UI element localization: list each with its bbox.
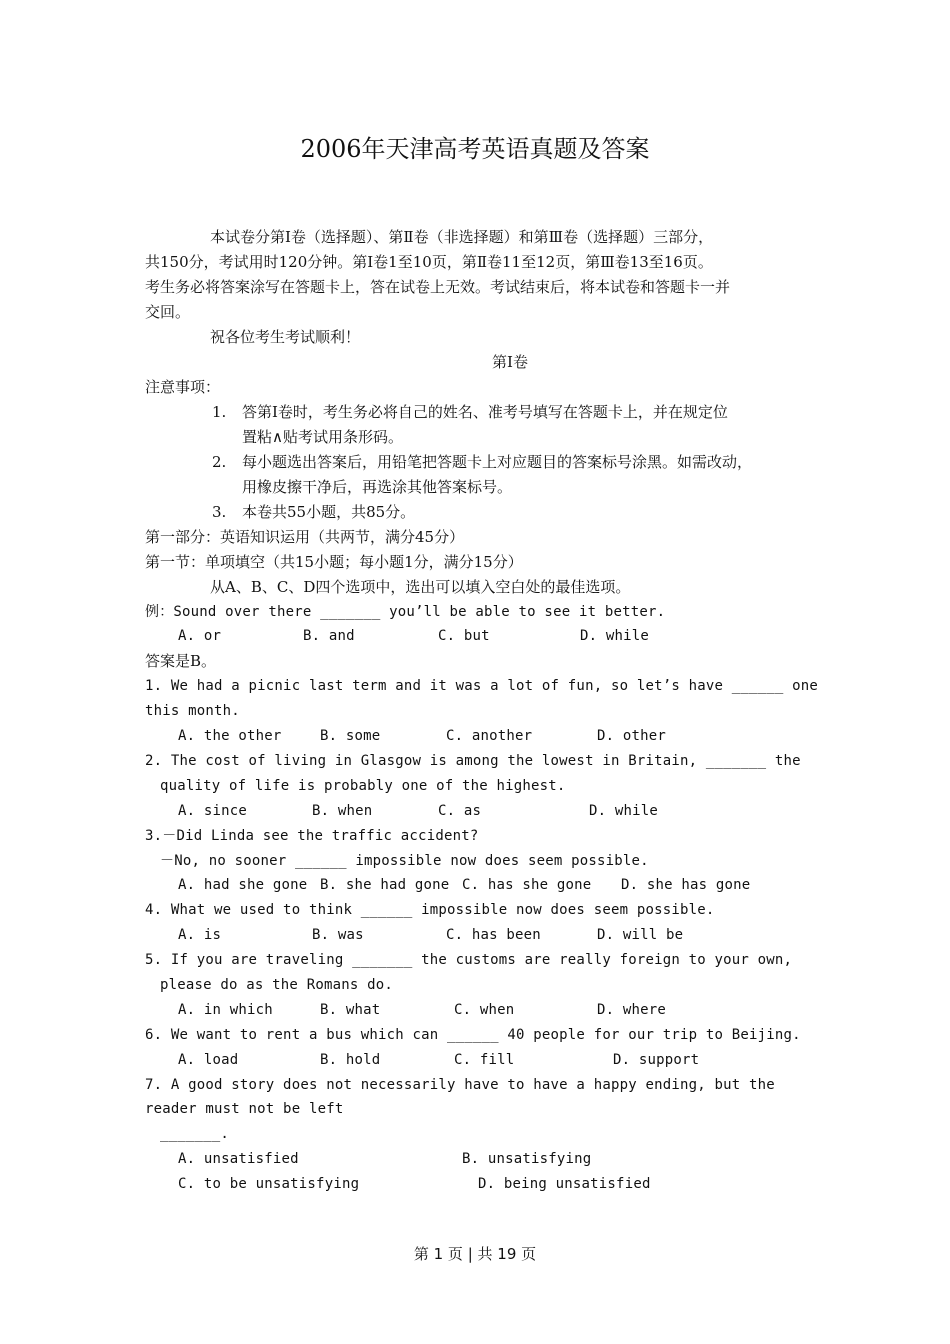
option-d: D. she has gone xyxy=(621,877,751,893)
section-heading: 第一节：单项填空（共15小题；每小题1分，满分15分） xyxy=(145,553,523,571)
option-a: A. since xyxy=(178,803,248,819)
option-a: A. had she gone xyxy=(178,877,308,893)
question-stem: _______. xyxy=(160,1126,230,1142)
notes-heading: 注意事项： xyxy=(145,378,221,396)
option-c: C. but xyxy=(438,628,490,644)
question-stem: 4. What we used to think ______ impossible now does seem possible. xyxy=(145,902,715,918)
question-stem: 例：Sound over there _______ you’ll be able to see it better. xyxy=(145,604,666,620)
instruction-line: 从A、B、C、D四个选项中，选出可以填入空白处的最佳选项。 xyxy=(210,578,631,596)
option-d: D. other xyxy=(597,728,667,744)
option-d: D. while xyxy=(589,803,659,819)
note-line: 本卷共55小题，共85分。 xyxy=(242,503,416,521)
option-a: A. or xyxy=(178,628,222,644)
option-a: A. the other xyxy=(178,728,282,744)
option-c: C. another xyxy=(446,728,533,744)
note-line: 答第Ⅰ卷时，考生务必将自己的姓名、准考号填写在答题卡上，并在规定位 xyxy=(242,403,728,421)
intro-line: 考生务必将答案涂写在答题卡上，答在试卷上无效。考试结束后，将本试卷和答题卡一并 xyxy=(145,278,731,296)
question-stem: reader must not be left xyxy=(145,1101,344,1117)
question-stem: quality of life is probably one of the highest. xyxy=(160,778,566,794)
option-a: A. unsatisfied xyxy=(178,1151,299,1167)
intro-line: 交回。 xyxy=(145,303,191,321)
option-c: C. fill xyxy=(454,1052,515,1068)
option-d: D. while xyxy=(580,628,650,644)
question-stem: 5. If you are traveling _______ the customs are really foreign to your own, xyxy=(145,952,793,968)
wish-line: 祝各位考生考试顺利！ xyxy=(210,328,361,346)
question-stem: 1. We had a picnic last term and it was a lot of fun, so let’s have ______ one xyxy=(145,678,819,694)
example-answer: 答案是B。 xyxy=(145,652,217,670)
note-number: 2. xyxy=(212,453,227,471)
option-a: A. in which xyxy=(178,1002,273,1018)
question-stem: 6. We want to rent a bus which can ______ 40 people for our trip to Beijing. xyxy=(145,1027,801,1043)
option-d: D. being unsatisfied xyxy=(478,1176,651,1192)
question-stem: －No, no sooner ______ impossible now does seem possible. xyxy=(160,853,649,869)
note-number: 3. xyxy=(212,503,227,521)
option-a: A. load xyxy=(178,1052,239,1068)
option-c: C. as xyxy=(438,803,482,819)
question-stem: please do as the Romans do. xyxy=(160,977,393,993)
option-b: B. hold xyxy=(320,1052,381,1068)
option-d: D. support xyxy=(613,1052,700,1068)
option-b: B. she had gone xyxy=(320,877,450,893)
note-number: 1. xyxy=(212,403,227,421)
page-footer: 第 1 页 | 共 19 页 xyxy=(413,1245,537,1263)
part-heading: 第一部分：英语知识运用（共两节，满分45分） xyxy=(145,528,465,546)
option-d: D. will be xyxy=(597,927,684,943)
option-d: D. where xyxy=(597,1002,667,1018)
option-b: B. some xyxy=(320,728,381,744)
question-stem: 3.－Did Linda see the traffic accident? xyxy=(145,828,479,844)
option-b: B. what xyxy=(320,1002,381,1018)
note-line: 用橡皮擦干净后，再选涂其他答案标号。 xyxy=(242,478,513,496)
volume-heading: 第Ⅰ卷 xyxy=(492,353,528,371)
page-title: 2006年天津高考英语真题及答案 xyxy=(300,135,650,163)
question-stem: 2. The cost of living in Glasgow is among the lowest in Britain, _______ the xyxy=(145,753,801,769)
option-c: C. when xyxy=(454,1002,515,1018)
option-b: B. unsatisfying xyxy=(462,1151,592,1167)
option-c: C. has been xyxy=(446,927,541,943)
option-b: B. when xyxy=(312,803,373,819)
option-c: C. has she gone xyxy=(462,877,592,893)
note-line: 每小题选出答案后，用铅笔把答题卡上对应题目的答案标号涂黑。如需改动， xyxy=(242,453,753,471)
note-line: 置粘∧贴考试用条形码。 xyxy=(242,428,403,446)
intro-line: 本试卷分第Ⅰ卷（选择题）、第Ⅱ卷（非选择题）和第Ⅲ卷（选择题）三部分， xyxy=(210,228,714,246)
intro-line: 共150分，考试用时120分钟。第Ⅰ卷1至10页，第Ⅱ卷11至12页，第Ⅲ卷13至16页。 xyxy=(145,253,713,271)
option-b: B. was xyxy=(312,927,364,943)
option-b: B. and xyxy=(303,628,355,644)
question-stem: 7. A good story does not necessarily have to have a happy ending, but the xyxy=(145,1077,775,1093)
option-c: C. to be unsatisfying xyxy=(178,1176,360,1192)
question-stem: this month. xyxy=(145,703,240,719)
option-a: A. is xyxy=(178,927,222,943)
